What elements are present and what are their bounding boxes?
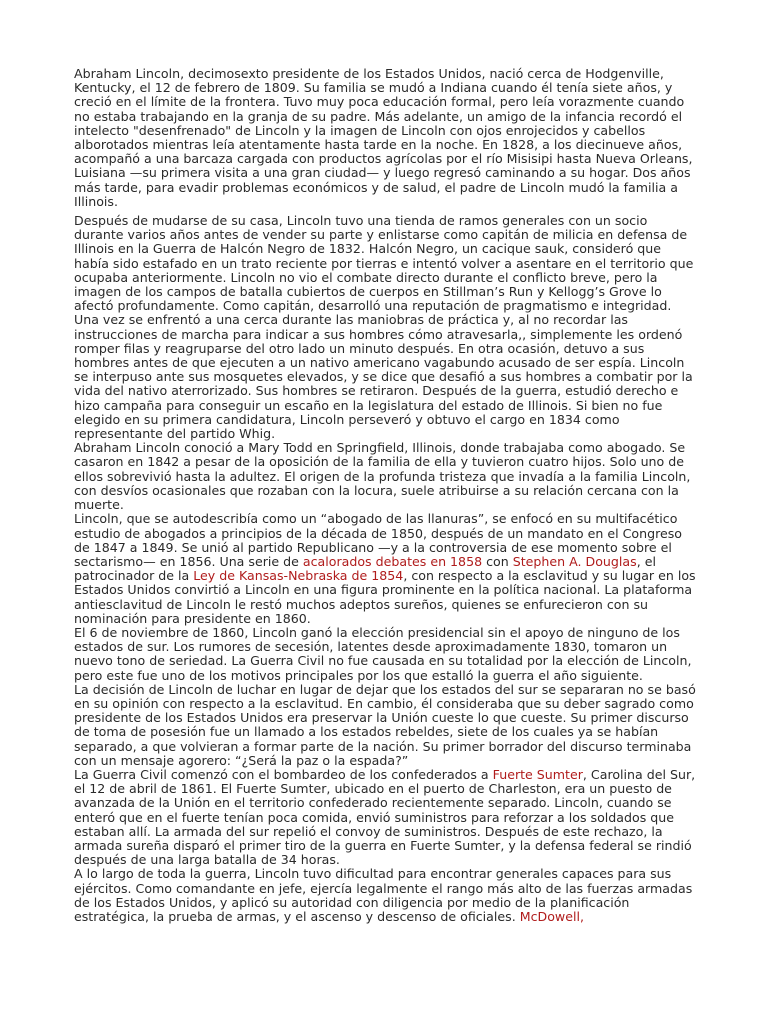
document-body	[74, 67, 696, 924]
text-segment: Lincoln, que se autodescribía como un “abogado de las llanuras”, se enfocó en su multifacético estudio de abogados a principios de la década de 1850, después de un mandato en el Congreso de 1847 a 1849. Se unió al partido Republicano —y a la controversia de ese momento sobre el sectarismo— en 1856. Una serie de	[74, 511, 682, 569]
link-debates-1858[interactable]: acalorados debates en 1858	[302, 553, 483, 569]
text-segment: , con respecto a la esclavitud y su lugar en los Estados Unidos convirtió a Lincoln en una figura prominente en la política nacional. La plataforma antiesclavitud de Lincoln le restó muchos adeptos sureños, quienes se enfurecieron con su nominación para presidente en 1860.	[74, 568, 696, 626]
text-segment: A lo largo de toda la guerra, Lincoln tuvo dificultad para encontrar generales capaces para sus ejércitos. Como comandante en jefe, ejercía legalmente el rango más alto de las fuerzas armadas de los Estados Unidos, y aplicó su autoridad con diligencia por medio de la planificación estratégica, la prueba de armas, y el ascenso y descenso de oficiales.	[74, 866, 693, 924]
paragraph-militia: Después de mudarse de su casa, Lincoln tuvo una tienda de ramos generales con un socio durante varios años antes de vender su parte y enlistarse como capitán de milicia en defensa de Illinois en la Guerra de Halcón Negro de 1832. Halcón Negro, un cacique sauk, consideró que había sido estafado en un trato reciente por tierras e intentó volver a asentare en el territorio que ocupaba anteriormente. Lincoln no vio el combate directo durante el conflicto breve, pero la imagen de los campos de batalla cubiertos de cuerpos en Stillman’s Run y Kellogg’s Grove lo afectó profundamente. Como capitán, desarrolló una reputación de pragmatismo e integridad. Una vez se enfrentó a una cerca durante las maniobras de práctica y, al no recordar las instrucciones de marcha para indicar a sus hombres cómo atravesarla,, simplemente les ordenó romper filas y reagruparse del otro lado un minuto después. En otra ocasión, detuvo a sus hombres antes de que ejecuten a un nativo americano vagabundo acusado de ser espía. Lincoln se interpuso ante sus mosquetes elevados, y se dice que desafió a sus hombres a combatir por la vida del nativo aterrorizado. Sus hombres se retiraron. Después de la guerra, estudió derecho e hizo campaña para conseguir un escaño en la legislatura del estado de Illinois. Si bien no fue elegido en su primera candidatura, Lincoln perseveró y obtuvo el cargo en 1834 como representante del partido Whig.	[74, 213, 694, 442]
paragraph-union: La decisión de Lincoln de luchar en lugar de dejar que los estados del sur se separaran no se basó en su opinión con respecto a la esclavitud. En cambio, él consideraba que su deber sagrado como presidente de los Estados Unidos era preservar la Unión cueste lo que cueste. Su primer discurso de toma de posesión fue un llamado a los estados rebeldes, siete de los cuales ya se habían separado, a que volvieran a formar parte de la nación. Su primer borrador del discurso terminaba con un mensaje agorero: “¿Será la paz o la espada?”	[74, 681, 696, 768]
link-stephen-douglas[interactable]: Stephen A. Douglas	[512, 553, 637, 569]
text-segment: , Carolina del Sur, el 12 de abril de 1861. El Fuerte Sumter, ubicado en el puerto de Charleston, era un puesto de avanzada de la Unión en el territorio confederado recientemente separado. Lincoln, cuando se enteró que en el fuerte tenían poca comida, envió suministros para reforzar a los soldados que estaban allí. La armada del sur repelió el convoy de suministros. Después de este rechazo, la armada sureña disparó el primer tiro de la guerra en Fuerte Sumter, y la defensa federal se rindió después de una larga batalla de 34 horas.	[74, 766, 696, 868]
paragraph-fort-sumter	[74, 768, 696, 867]
link-mcdowell[interactable]: McDowell,	[519, 908, 584, 924]
text-segment: con	[482, 553, 513, 569]
paragraph-early-life: Abraham Lincoln, decimosexto presidente de los Estados Unidos, nació cerca de Hodgenville, Kentucky, el 12 de febrero de 1809. Su familia se mudó a Indiana cuando él tenía siete años, y creció en el límite de la frontera. Tuvo muy poca educación formal, pero leía vorazmente cuando no estaba trabajando en la granja de su padre. Más adelante, un amigo de la infancia recordó el intelecto "desenfrenado" de Lincoln y la imagen de Lincoln con ojos enrojecidos y cabellos alborotados mientras leía atentamente hasta tarde en la noche. En 1828, a los diecinueve años, acompañó a una barcaza cargada con productos agrícolas por el río Misisipi hasta Nueva Orleans, Luisiana —su primera visita a una gran ciudad— y luego regresó caminando a su hogar. Dos años más tarde, para evadir problemas económicos y de salud, el padre de Lincoln mudó la familia a Illinois.	[74, 66, 693, 209]
text-segment: , el patrocinador de la	[74, 553, 656, 584]
link-fort-sumter[interactable]: Fuerte Sumter	[492, 766, 583, 782]
link-kansas-nebraska-act[interactable]: Ley de Kansas-Nebraska de 1854	[193, 568, 404, 584]
paragraph-generals	[74, 867, 696, 924]
paragraph-politics	[74, 512, 696, 626]
paragraph-family: Abraham Lincoln conoció a Mary Todd en Springfield, Illinois, donde trabajaba como abogado. Se casaron en 1842 a pesar de la oposición de la familia de ella y tuvieron cuatro hijos. Solo uno de ellos sobrevivió hasta la adultez. El origen de la profunda tristeza que invadía a la familia Lincoln, con desvíos ocasionales que rozaban con la locura, suele atribuirse a su relación cercana con la muerte.	[74, 440, 691, 513]
text-segment: La Guerra Civil comenzó con el bombardeo de los confederados a	[74, 766, 493, 782]
paragraph-election: El 6 de noviembre de 1860, Lincoln ganó la elección presidencial sin el apoyo de ninguno de los estados de sur. Los rumores de secesión, latentes desde aproximadamente 1830, tomaron un nuevo tono de seriedad. La Guerra Civil no fue causada en su totalidad por la elección de Lincoln, pero este fue uno de los motivos principales por los que estalló la guerra el año siguiente.	[74, 624, 692, 683]
